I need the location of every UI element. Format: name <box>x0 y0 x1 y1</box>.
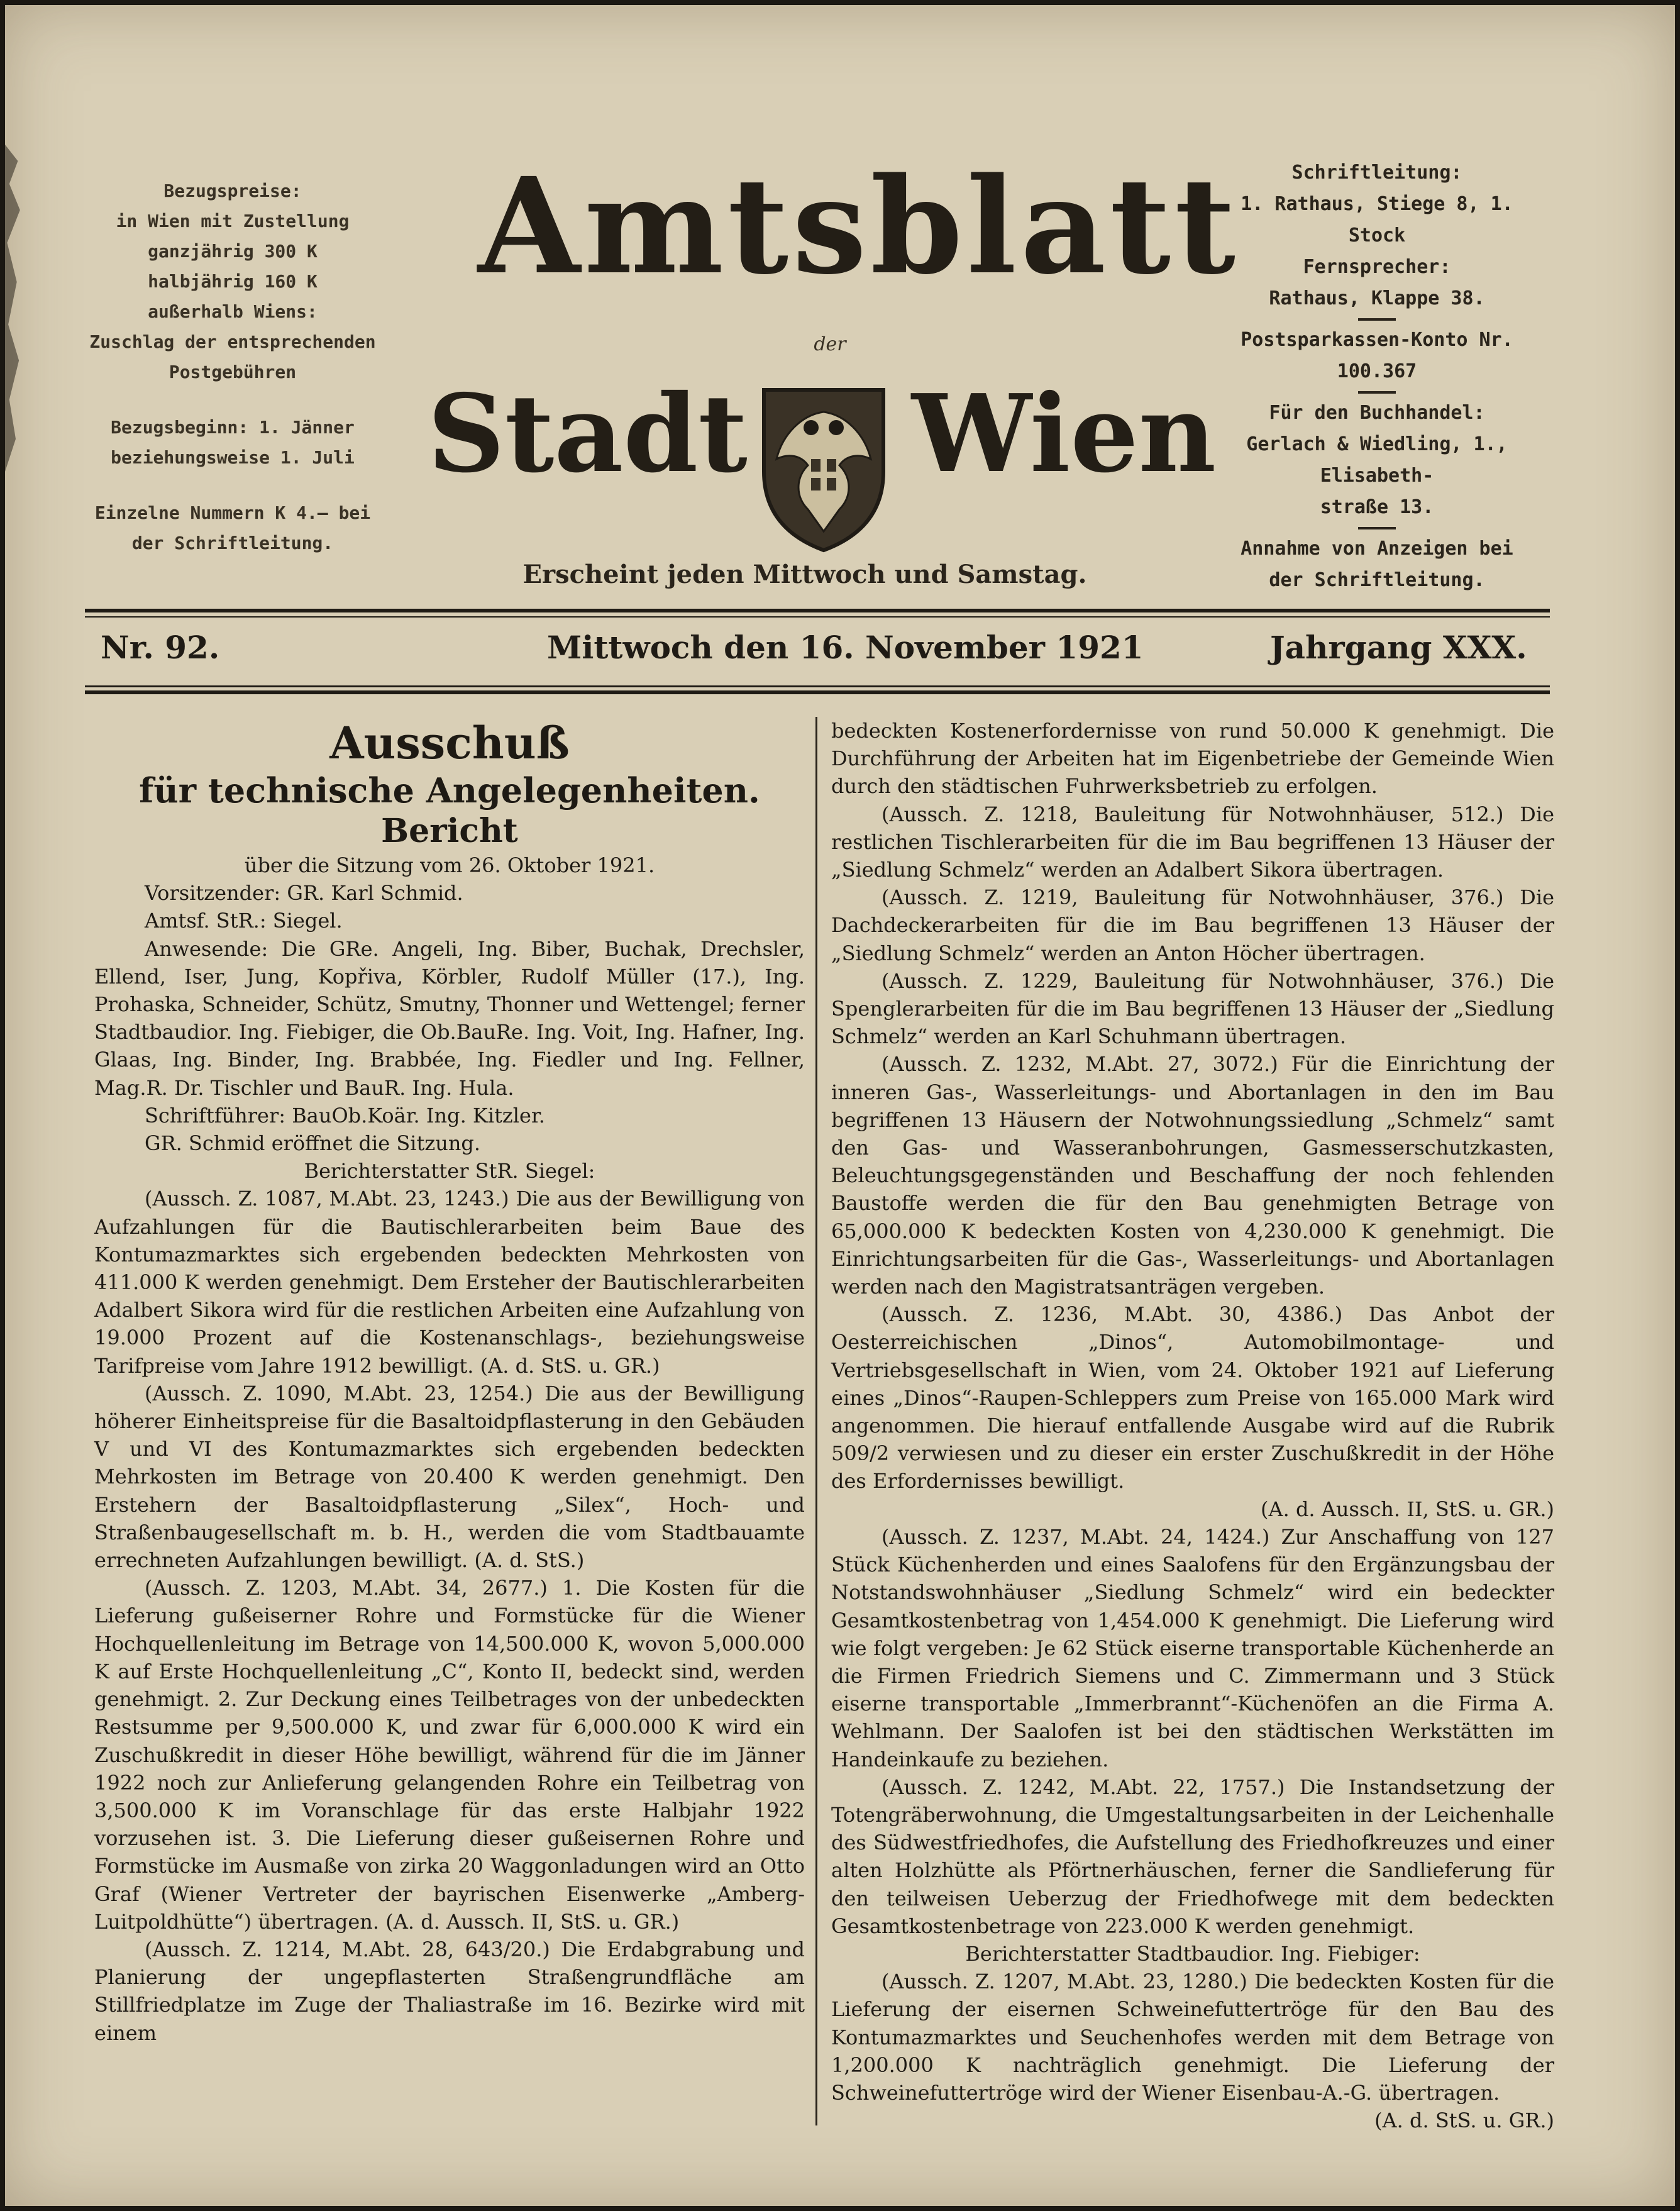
sub-line: halbjährig 160 K <box>148 271 318 292</box>
info-line: Gerlach & Wiedling, 1., Elisabeth- <box>1246 433 1508 487</box>
subscription-info <box>82 176 384 558</box>
right-column <box>831 717 1554 2134</box>
sub-line: außerhalb Wiens: <box>148 301 318 322</box>
paragraph: (A. d. Aussch. II, StS. u. GR.) <box>1261 1497 1554 1521</box>
paragraph: (A. d. StS. u. GR.) <box>1374 2108 1554 2133</box>
info-line: 1. Rathaus, Stiege 8, 1. Stock <box>1241 193 1513 247</box>
paragraph: GR. Schmid eröffnet die Sitzung. <box>145 1131 481 1156</box>
paragraph: Schriftführer: BauOb.Koär. Ing. Kitzler. <box>145 1103 545 1128</box>
divider <box>1358 527 1396 529</box>
paragraph: bedeckten Kostenerfordernisse von rund 50.000 K genehmigt. Die Durchführung der Arbeiten hat im Eigenbetriebe der Gemeinde Wien durch den städtischen Fuhrwerksbetrieb zu erfolgen. <box>831 719 1554 799</box>
sub-line: in Wien mit Zustellung <box>116 211 350 231</box>
dateline <box>94 629 1540 679</box>
paragraph: (Aussch. Z. 1237, M.Abt. 24, 1424.) Zur Anschaffung von 127 Stück Küchenherden und eines Saalofens für den Ergänzungsbau der Notstandswohnhäuser „Siedlung Schmelz“ wird ein bedeckter Gesamtkostenbetrag von 1,454.000 K genehmigt. Die Lieferung wird wie folgt vergeben: Je 62 Stück eiserne transportable Küchenherde an die Firmen Friedrich Siemens und C. Zimmermann und 3 Stück eiserne transportable „Immerbrannt“-Küchenöfen an die Firma A. Wehlmann. Der Saalofen ist bei den städtischen Werkstätten im Handeinkaufe zu beziehen. <box>831 1524 1554 1771</box>
torn-edge <box>5 145 26 472</box>
paragraph: Berichterstatter Stadtbaudior. Ing. Fiebiger: <box>965 1941 1420 1966</box>
paragraph: Anwesende: Die GRe. Angeli, Ing. Biber, Buchak, Drechsler, Ellend, Iser, Jung, Kopřiva, Körbler, Rudolf Müller (17.), Ing. Prohaska, Schneider, Schütz, Smutny, Thonner und Wettengel; ferner Stadtbaudior. Ing. Fiebiger, die Ob.BauRe. Ing. Voit, Ing. Hafner, Ing. Glaas, Ing. Binder, Ing. Brabbée, Ing. Fiedler und Ing. Fellner, Mag.R. Dr. Tischler und BauR. Ing. Hula. <box>94 936 805 1100</box>
top-rule-thin <box>85 616 1550 618</box>
divider <box>1358 391 1396 394</box>
paragraph: (Aussch. Z. 1242, M.Abt. 22, 1757.) Die Instandsetzung der Totengräberwohnung, die Umgestaltungsarbeiten in der Leichenhalle des Südwestfriedhofes, die Aufstellung des Friedhofkreuzes und einer alten Holzhütte als Pförtnerhäuschen, ferner die Sandlieferung für den teilweisen Ueberzug der Friedhofwege mit dem bedeckten Gesamtkostenbetrage von 223.000 K werden genehmigt. <box>831 1775 1554 1938</box>
info-line: Fernsprecher: <box>1303 256 1451 278</box>
info-line: Rathaus, Klappe 38. <box>1269 287 1485 309</box>
top-rule <box>85 609 1550 612</box>
sub-line: beziehungsweise 1. Juli <box>111 447 355 468</box>
column-divider <box>815 717 817 2125</box>
paragraph: über die Sitzung vom 26. Oktober 1921. <box>244 853 655 877</box>
paragraph: (Aussch. Z. 1087, M.Abt. 23, 1243.) Die aus der Bewilligung von Aufzahlungen für die Bautischlerarbeiten beim Baue des Kontumazmarktes sich ergebenden bedeckten Mehrkosten von 411.000 K werden genehmigt. Dem Ersteher der Bautischlerarbeiten Adalbert Sikora wird für die restlichen Arbeiten eine Aufzahlung von 19.000 Prozent auf die Kostenanschlags-, beziehungsweise Tarifpreise vom Jahre 1912 bewilligt. (A. d. StS. u. GR.) <box>94 1187 805 1378</box>
info-line: Postsparkassen-Konto Nr. 100.367 <box>1241 329 1513 382</box>
paragraph: (Aussch. Z. 1218, Bauleitung für Notwohnhäuser, 512.) Die restlichen Tischlerarbeiten für die im Bau begriffenen 13 Häuser der „Siedlung Schmelz“ werden an Adalbert Sikora übertragen. <box>831 802 1554 882</box>
info-line: der Schriftleitung. <box>1269 569 1485 591</box>
info-line: Annahme von Anzeigen bei <box>1241 538 1513 560</box>
sub-line: ganzjährig 300 K <box>148 241 318 262</box>
sub-line: Einzelne Nummern K 4.— bei <box>94 502 371 523</box>
paragraph: (Aussch. Z. 1214, M.Abt. 28, 643/20.) Die Erdabgrabung und Planierung der ungepflasterten Straßengrundfläche am Stillfriedplatze im Zuge der Thaliastraße im 16. Bezirke wird mit einem <box>94 1937 805 2045</box>
paragraph: (Aussch. Z. 1219, Bauleitung für Notwohnhäuser, 376.) Die Dachdeckerarbeiten für die im Bau begriffenen 13 Häuser der „Siedlung Schmelz“ werden an Anton Höcher übertragen. <box>831 885 1554 965</box>
title-amtsblatt: Amtsblatt <box>478 148 1240 304</box>
paragraph: (Aussch. Z. 1229, Bauleitung für Notwohnhäuser, 376.) Die Spenglerarbeiten für die im Bau begriffenen 13 Häuser der „Siedlung Schmelz“ werden an Karl Schuhmann übertragen. <box>831 968 1554 1049</box>
issue-number: Nr. 92. <box>101 629 220 666</box>
paragraph: Ausschuß <box>329 717 570 769</box>
left-column <box>94 717 805 2047</box>
paragraph: (Aussch. Z. 1203, M.Abt. 34, 2677.) 1. Die Kosten für die Lieferung gußeiserner Rohre und Formstücke für die Wiener Hochquellenleitung im Betrage von 14,500.000 K, wovon 5,000.000 K auf Erste Hochquellenleitung „C“, Konto II, bedeckt sind, werden genehmigt. 2. Zur Deckung eines Teilbetrages von der unbedeckten Restsumme per 9,500.000 K, und zwar für 6,000.000 K wird ein Zuschußkredit in dieser Höhe bewilligt, während für die im Jänner 1922 noch zur Anlieferung gelangenden Rohre ein Teilbetrag von 3,500.000 K im Voranschlage für das erste Halbjahr 1922 vorzusehen ist. 3. Die Lieferung dieser gußeisernen Rohre und Formstücke im Ausmaße von zirka 20 Waggonladungen wird an Otto Graf (Wiener Vertreter der bayrischen Eisenwerke „Amberg-Luitpoldhütte“) übertragen. (A. d. Aussch. II, StS. u. GR.) <box>94 1576 805 1934</box>
title-der: der <box>814 333 846 355</box>
paragraph: Amtsf. StR.: Siegel. <box>145 909 343 933</box>
paragraph: (Aussch. Z. 1236, M.Abt. 30, 4386.) Das Anbot der Oesterreichischen „Dinos“, Automobilmontage- und Vertriebsgesellschaft in Wien, vom 24. Oktober 1921 auf Lieferung eines „Dinos“-Raupen-Schleppers zum Preise von 165.000 Mark wird angenommen. Die hierauf entfallende Ausgabe wird auf die Rubrik 509/2 verwiesen und zu dieser ein erster Zuschußkredit in der Höhe des Erfordernisses bewilligt. <box>831 1302 1554 1493</box>
paragraph: Vorsitzender: GR. Karl Schmid. <box>145 881 463 906</box>
paragraph: (Aussch. Z. 1232, M.Abt. 27, 3072.) Für die Einrichtung der inneren Gas-, Wasserleitungs- und Abortanlagen in den im Bau begriffenen 13 Häusern der Notwohnungssiedlung „Schmelz“ samt den Gas- und Wasseranbohrungen, Gasmesserschutzkasten, Beleuchtungsgegenständen und Beschaffung der noch fehlenden Baustoffe werden die für den Bau genehmigten Betrage von 65,000.000 K bedeckten Kosten von 4,230.000 K genehmigt. Die Einrichtungsarbeiten für die Gas-, Wasserleitungs- und Abortanlagen werden nach den Magistratsanträgen vergeben. <box>831 1052 1554 1299</box>
info-line: Schriftleitung: <box>1291 162 1462 184</box>
title-stadt: Stadt <box>428 371 748 497</box>
info-line: Für den Buchhandel: <box>1269 402 1485 424</box>
vienna-crest-eagle-icon <box>751 377 896 553</box>
paragraph: (Aussch. Z. 1090, M.Abt. 23, 1254.) Die aus der Bewilligung höherer Einheitspreise für die Basaltoidpflasterung in den Gebäuden V und VI des Kontumazmarktes sich ergebenden bedeckten Mehrkosten im Betrage von 20.400 K werden genehmigt. Den Erstehern der Basaltoidpflasterung „Silex“, Hoch- und Straßenbaugesellschaft m. b. H., werden die vom Stadtbauamte errechneten Aufzahlungen bewilligt. (A. d. StS.) <box>94 1381 805 1573</box>
paragraph: für technische Angelegenheiten. <box>139 770 760 811</box>
sub-line: Zuschlag der entsprechenden <box>89 331 376 352</box>
bottom-rule-thin <box>85 685 1550 687</box>
issue-date: Mittwoch den 16. November 1921 <box>547 629 1144 666</box>
editorial-info <box>1207 157 1547 596</box>
sub-line: Bezugspreise: <box>163 180 302 201</box>
divider <box>1358 318 1396 321</box>
paragraph: (Aussch. Z. 1207, M.Abt. 23, 1280.) Die bedeckten Kosten für die Lieferung der eisernen Schweinefuttertröge für den Bau des Kontumazmarktes und Seuchenhofes werden mit dem Betrage von 1,200.000 K nachträglich genehmigt. Die Lieferung der Schweinefuttertröge wird der Wiener Eisenbau-A.-G. übertragen. <box>831 1970 1554 2105</box>
publication-schedule: Erscheint jeden Mittwoch und Samstag. <box>522 560 1087 589</box>
volume: Jahrgang XXX. <box>1270 629 1527 666</box>
info-line: straße 13. <box>1320 496 1434 518</box>
bottom-rule <box>85 690 1550 694</box>
sub-line: Bezugsbeginn: 1. Jänner <box>111 417 355 438</box>
sub-line: Postgebühren <box>169 362 297 382</box>
paragraph: Berichterstatter StR. Siegel: <box>304 1159 595 1183</box>
title-wien: Wien <box>912 371 1217 497</box>
paragraph: Bericht <box>381 812 518 850</box>
sub-line: der Schriftleitung. <box>131 533 334 553</box>
